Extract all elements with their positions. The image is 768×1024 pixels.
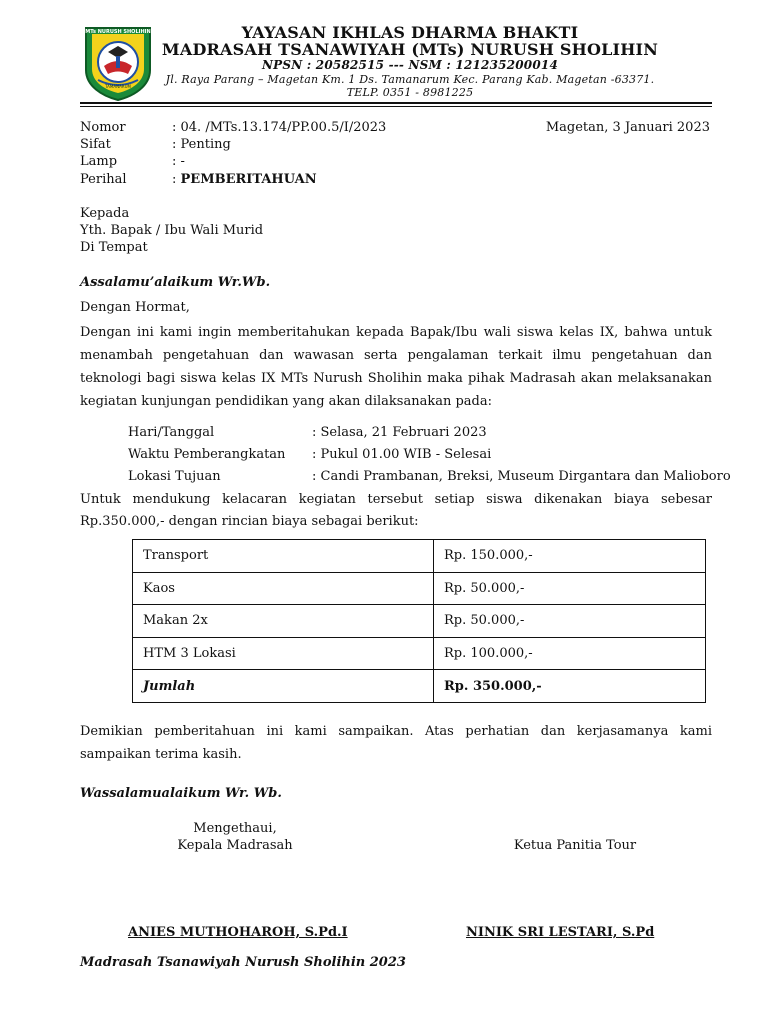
- cost-intro-paragraph: Untuk mendukung kelacaran kegiatan tersebut setiap siswa dikenakan biaya sebesar Rp.350.000,- dengan rincian biaya sebagai berikut:: [80, 492, 712, 529]
- letterhead-rule-thin: [80, 106, 712, 107]
- school-name: MADRASAH TSANAWIYAH (MTs) NURUSH SHOLIHIN: [161, 40, 659, 59]
- detail-value-location: : Candi Prambanan, Breksi, Museum Dirgantara dan Malioboro: [312, 469, 731, 484]
- perihal-label: Perihal: [80, 172, 127, 187]
- farewell: Wassalamualaikum Wr. Wb.: [80, 786, 282, 801]
- cost-item: Transport: [133, 540, 434, 573]
- left-signatory-name: ANIES MUTHOHAROH, S.Pd.I: [128, 925, 348, 940]
- cost-table: [132, 539, 706, 703]
- table-row: [133, 605, 706, 638]
- logo-text-top: MTs NURUSH SHOLIHIN: [85, 29, 151, 35]
- detail-label-location: Lokasi Tujuan: [128, 469, 221, 484]
- sifat-label: Sifat: [80, 137, 111, 152]
- right-signature-title: Ketua Panitia Tour: [513, 838, 637, 853]
- detail-value-departure: : Pukul 01.00 WIB - Selesai: [312, 447, 492, 462]
- cost-amount: Rp. 50.000,-: [434, 605, 706, 638]
- recipient-line-3: Di Tempat: [80, 240, 148, 255]
- table-row: [133, 540, 706, 573]
- sifat-value: : Penting: [172, 137, 231, 152]
- cost-item: HTM 3 Lokasi: [133, 637, 434, 670]
- perihal-value: PEMBERITAHUAN: [180, 172, 317, 187]
- lamp-label: Lamp: [80, 154, 118, 169]
- recipient-line-2: Yth. Bapak / Ibu Wali Murid: [80, 223, 264, 238]
- left-signature-title: Kepala Madrasah: [177, 838, 293, 853]
- cost-item: Kaos: [133, 572, 434, 605]
- detail-label-departure: Waktu Pemberangkatan: [128, 447, 286, 462]
- table-row: [133, 572, 706, 605]
- salutation: Dengan Hormat,: [80, 300, 190, 315]
- perihal-row: [172, 172, 317, 187]
- table-row-total: [133, 670, 706, 703]
- detail-label-date: Hari/Tanggal: [128, 425, 215, 440]
- cost-amount: Rp. 50.000,-: [434, 572, 706, 605]
- closing-paragraph: Demikian pemberitahuan ini kami sampaikan. Atas perhatian dan kerjasamanya kami sampaikan terima kasih.: [80, 724, 712, 762]
- lamp-value: : -: [172, 154, 185, 169]
- recipient-line-1: Kepada: [80, 206, 130, 221]
- table-row: [133, 637, 706, 670]
- cost-item: Makan 2x: [133, 605, 434, 638]
- perihal-colon: :: [172, 172, 181, 187]
- school-logo: [78, 22, 158, 102]
- nomor-value: : 04. /MTs.13.174/PP.00.5/I/2023: [172, 120, 387, 135]
- left-signature-line-1: Mengethaui,: [193, 821, 277, 836]
- footer-text: Madrasah Tsanawiyah Nurush Sholihin 2023: [80, 955, 406, 970]
- intro-paragraph: Dengan ini kami ingin memberitahukan kepada Bapak/Ibu wali siswa kelas IX, bahwa untuk menambah pengetahuan dan wawasan serta pengalaman terkait ilmu pengetahuan dan teknologi bagi siswa kelas IX MTs Nurush Sholihin maka pihak Madrasah akan melaksanakan kegiatan kunjungan pendidikan yang akan dilaksanakan pada:: [80, 325, 712, 409]
- logo-text-bottom: TAMANARUM: [105, 84, 131, 89]
- total-label: Jumlah: [133, 670, 434, 703]
- letter-date: Magetan, 3 Januari 2023: [545, 120, 710, 135]
- letterhead-rule-thick: [80, 102, 712, 104]
- nomor-label: Nomor: [80, 120, 126, 135]
- detail-value-date: : Selasa, 21 Februari 2023: [312, 425, 487, 440]
- cost-amount: Rp. 100.000,-: [434, 637, 706, 670]
- foundation-name: YAYASAN IKHLAS DHARMA BHAKTI: [241, 23, 579, 42]
- cost-amount: Rp. 150.000,-: [434, 540, 706, 573]
- school-address: Jl. Raya Parang – Magetan Km. 1 Ds. Tamanarum Kec. Parang Kab. Magetan -63371.: [165, 73, 655, 86]
- right-signatory-name: NINIK SRI LESTARI, S.Pd: [466, 925, 655, 940]
- school-phone: TELP. 0351 - 8981225: [346, 86, 474, 99]
- total-amount: Rp. 350.000,-: [434, 670, 706, 703]
- greeting: Assalamu’alaikum Wr.Wb.: [80, 275, 271, 290]
- school-ids: NPSN : 20582515 --- NSM : 121235200014: [261, 58, 558, 72]
